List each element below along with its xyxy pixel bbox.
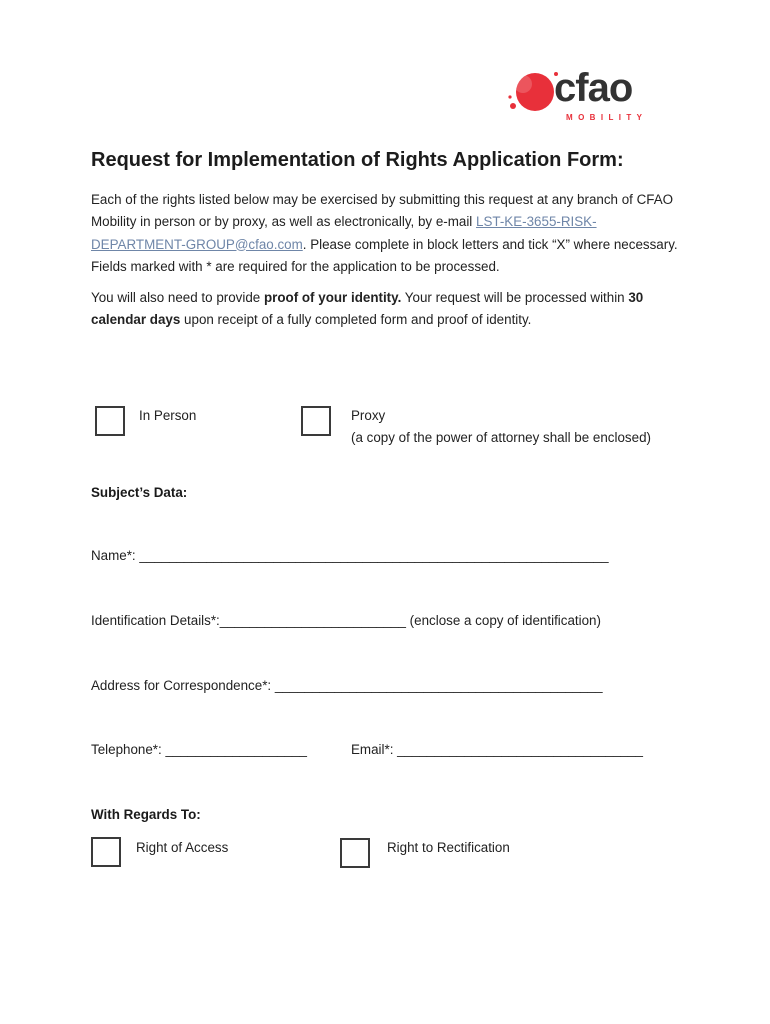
cfao-mobility-logo	[507, 66, 657, 126]
logo-word: cfao	[554, 66, 633, 110]
right-to-rectification-label: Right to Rectification	[387, 840, 510, 855]
subject-data-heading: Subject’s Data:	[91, 485, 188, 500]
identity-paragraph	[91, 287, 691, 332]
address-field[interactable]: Address for Correspondence*: ____________________________________________	[91, 678, 603, 693]
intro-paragraph	[91, 189, 691, 278]
processing-days-bold: 30 calendar days	[91, 290, 644, 328]
in-person-checkbox[interactable]	[95, 406, 125, 436]
identification-field[interactable]: Identification Details*:_________________________ (enclose a copy of identification)	[91, 613, 601, 628]
identity-text-bold: proof of your identity.	[263, 290, 402, 305]
name-field[interactable]: Name*: _______________________________________________________________	[91, 548, 609, 563]
in-person-label: In Person	[139, 408, 197, 423]
right-of-access-checkbox[interactable]	[91, 837, 121, 867]
right-of-access-label: Right of Access	[136, 840, 229, 855]
right-to-rectification-checkbox[interactable]	[340, 838, 370, 868]
identity-text-c: Your request will be processed within	[401, 290, 629, 305]
intro-text-start: Each of the rights listed below may be exercised by submitting this request at any branch of CFAO Mobility in person or by proxy, as well as electronically, by e-mail	[91, 192, 674, 230]
identity-text-e: upon receipt of a fully completed form and proof of identity.	[180, 312, 532, 328]
email-field[interactable]: Email*: _________________________________	[351, 742, 643, 757]
regards-heading: With Regards To:	[91, 807, 201, 822]
form-title: Request for Implementation of Rights Application Form:	[91, 149, 624, 171]
telephone-field[interactable]: Telephone*: ___________________	[91, 742, 307, 757]
proxy-label: Proxy	[351, 408, 386, 423]
email-link[interactable]: LST-KE-3655-RISK-DEPARTMENT-GROUP@cfao.com	[91, 214, 597, 252]
intro-text-end: . Please complete in block letters and tick “X” where necessary. Fields marked with * are required for the application to be processed.	[91, 236, 678, 274]
proxy-checkbox[interactable]	[301, 406, 331, 436]
identity-text-a: You will also need to provide	[91, 290, 264, 305]
logo-subtitle: MOBILITY	[566, 113, 648, 122]
proxy-note: (a copy of the power of attorney shall be enclosed)	[351, 430, 651, 445]
